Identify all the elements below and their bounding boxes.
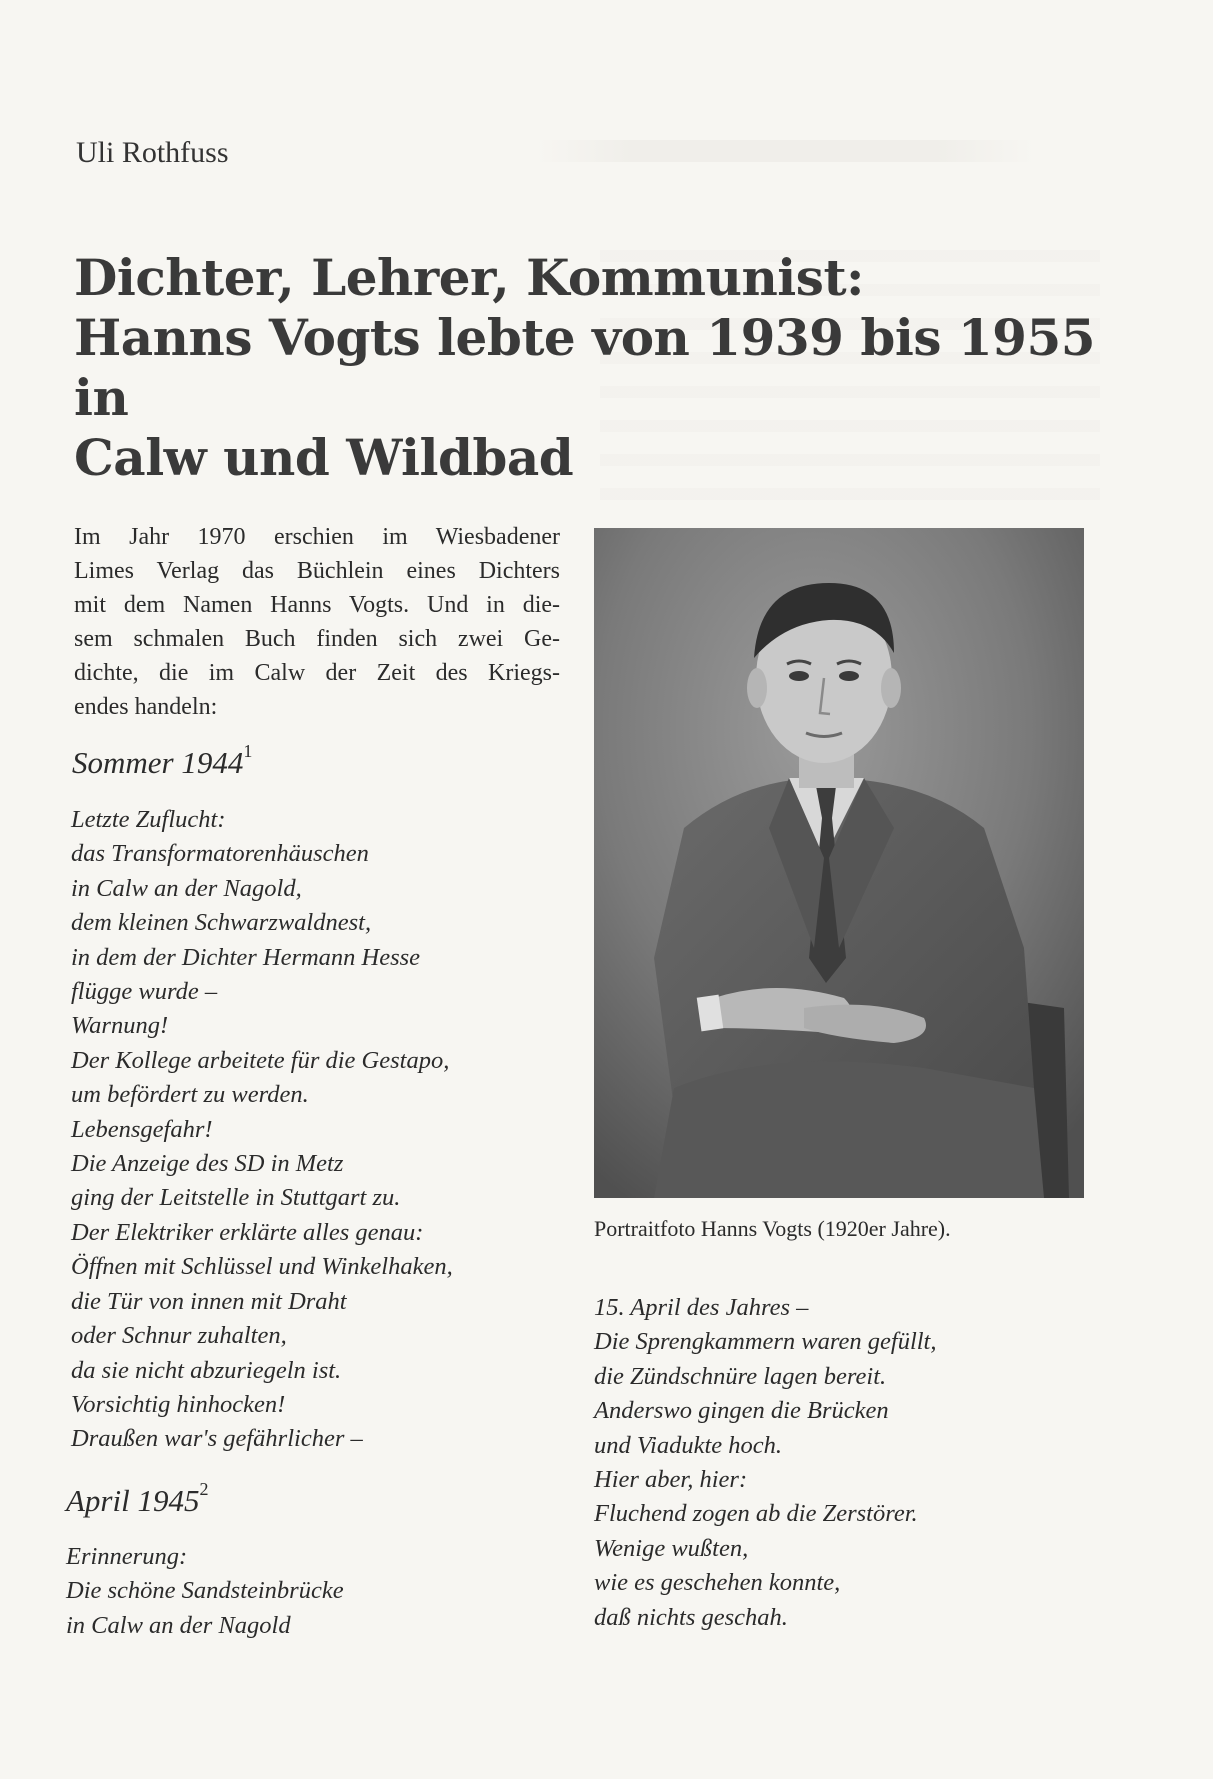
poem-line: ging der Leitstelle in Stuttgart zu. (71, 1184, 401, 1212)
poem-line: 15. April des Jahres – (594, 1294, 809, 1321)
poem-line: Erinnerung: (66, 1543, 188, 1570)
intro-paragraph (74, 520, 560, 724)
intro-line: endes handeln: (74, 694, 218, 720)
poem-line: daß nichts geschah. (594, 1603, 788, 1631)
intro-line: sem schmalen Buch finden sich zwei Ge- (74, 626, 560, 652)
poem-line: dem kleinen Schwarzwaldnest, (71, 909, 372, 937)
portrait-image (594, 528, 1084, 1198)
poem2-body-right (594, 1291, 937, 1635)
poem-line: das Transformatorenhäuschen (71, 840, 369, 868)
poem-line: Lebensgefahr! (71, 1115, 213, 1143)
article-title (74, 248, 1114, 488)
poem-line: in Calw an der Nagold, (71, 874, 302, 902)
footnote-marker: 1 (243, 741, 253, 761)
poem-line: Fluchend zogen ab die Zerstörer. (594, 1500, 918, 1528)
poem-line: da sie nicht abzuriegeln ist. (71, 1356, 342, 1384)
poem-line: Öffnen mit Schlüssel und Winkelhaken, (71, 1253, 453, 1281)
portrait-photo (594, 528, 1084, 1198)
poem-line: in Calw an der Nagold (66, 1611, 291, 1639)
intro-line: Limes Verlag das Büchlein eines Dichters (74, 558, 560, 584)
title-line: Hanns Vogts lebte von 1939 bis 1955 in (74, 308, 1096, 427)
poem-line: und Viadukte hoch. (594, 1431, 783, 1459)
poem-line: Die Sprengkammern waren gefüllt, (594, 1328, 937, 1356)
photo-caption: Portraitfoto Hanns Vogts (1920er Jahre). (594, 1216, 951, 1241)
poem2-title-text: April 1945 (66, 1483, 200, 1518)
intro-line: Im Jahr 1970 erschien im Wiesbadener (74, 524, 560, 550)
poem-line: Letzte Zuflucht: (71, 806, 226, 833)
poem-line: Wenige wußten, (594, 1534, 749, 1562)
poem1-title-text: Sommer 1944 (72, 745, 244, 780)
poem2-body-left (66, 1540, 344, 1643)
poem1-body (71, 803, 453, 1457)
poem-line: Anderswo gingen die Brücken (594, 1397, 889, 1425)
poem1-title (72, 741, 253, 781)
poem-line: Draußen war's gefährlicher – (71, 1425, 363, 1453)
author-name: Uli Rothfuss (76, 136, 229, 169)
poem2-title (66, 1479, 209, 1519)
intro-line: dichte, die im Calw der Zeit des Kriegs- (74, 660, 560, 686)
poem-line: Vorsichtig hinhocken! (71, 1390, 286, 1418)
poem-line: Der Kollege arbeitete für die Gestapo, (71, 1046, 450, 1074)
title-line: Calw und Wildbad (74, 428, 574, 487)
poem-line: in dem der Dichter Hermann Hesse (71, 943, 421, 971)
poem-line: oder Schnur zuhalten, (71, 1322, 287, 1350)
poem-line: die Tür von innen mit Draht (71, 1287, 347, 1315)
footnote-marker: 2 (199, 1479, 209, 1499)
poem-line: Der Elektriker erklärte alles genau: (71, 1218, 424, 1246)
poem-line: Hier aber, hier: (594, 1466, 748, 1494)
poem-line: Die schöne Sandsteinbrücke (66, 1577, 344, 1605)
poem-line: wie es geschehen konnte, (594, 1569, 841, 1597)
poem-line: Die Anzeige des SD in Metz (71, 1150, 344, 1178)
poem-line: Warnung! (71, 1012, 169, 1040)
intro-line: mit dem Namen Hanns Vogts. Und in die- (74, 592, 560, 618)
poem-line: flügge wurde – (71, 978, 218, 1006)
poem-line: die Zündschnüre lagen bereit. (594, 1362, 887, 1390)
poem-line: um befördert zu werden. (71, 1081, 309, 1109)
title-line: Dichter, Lehrer, Kommunist: (74, 248, 864, 307)
